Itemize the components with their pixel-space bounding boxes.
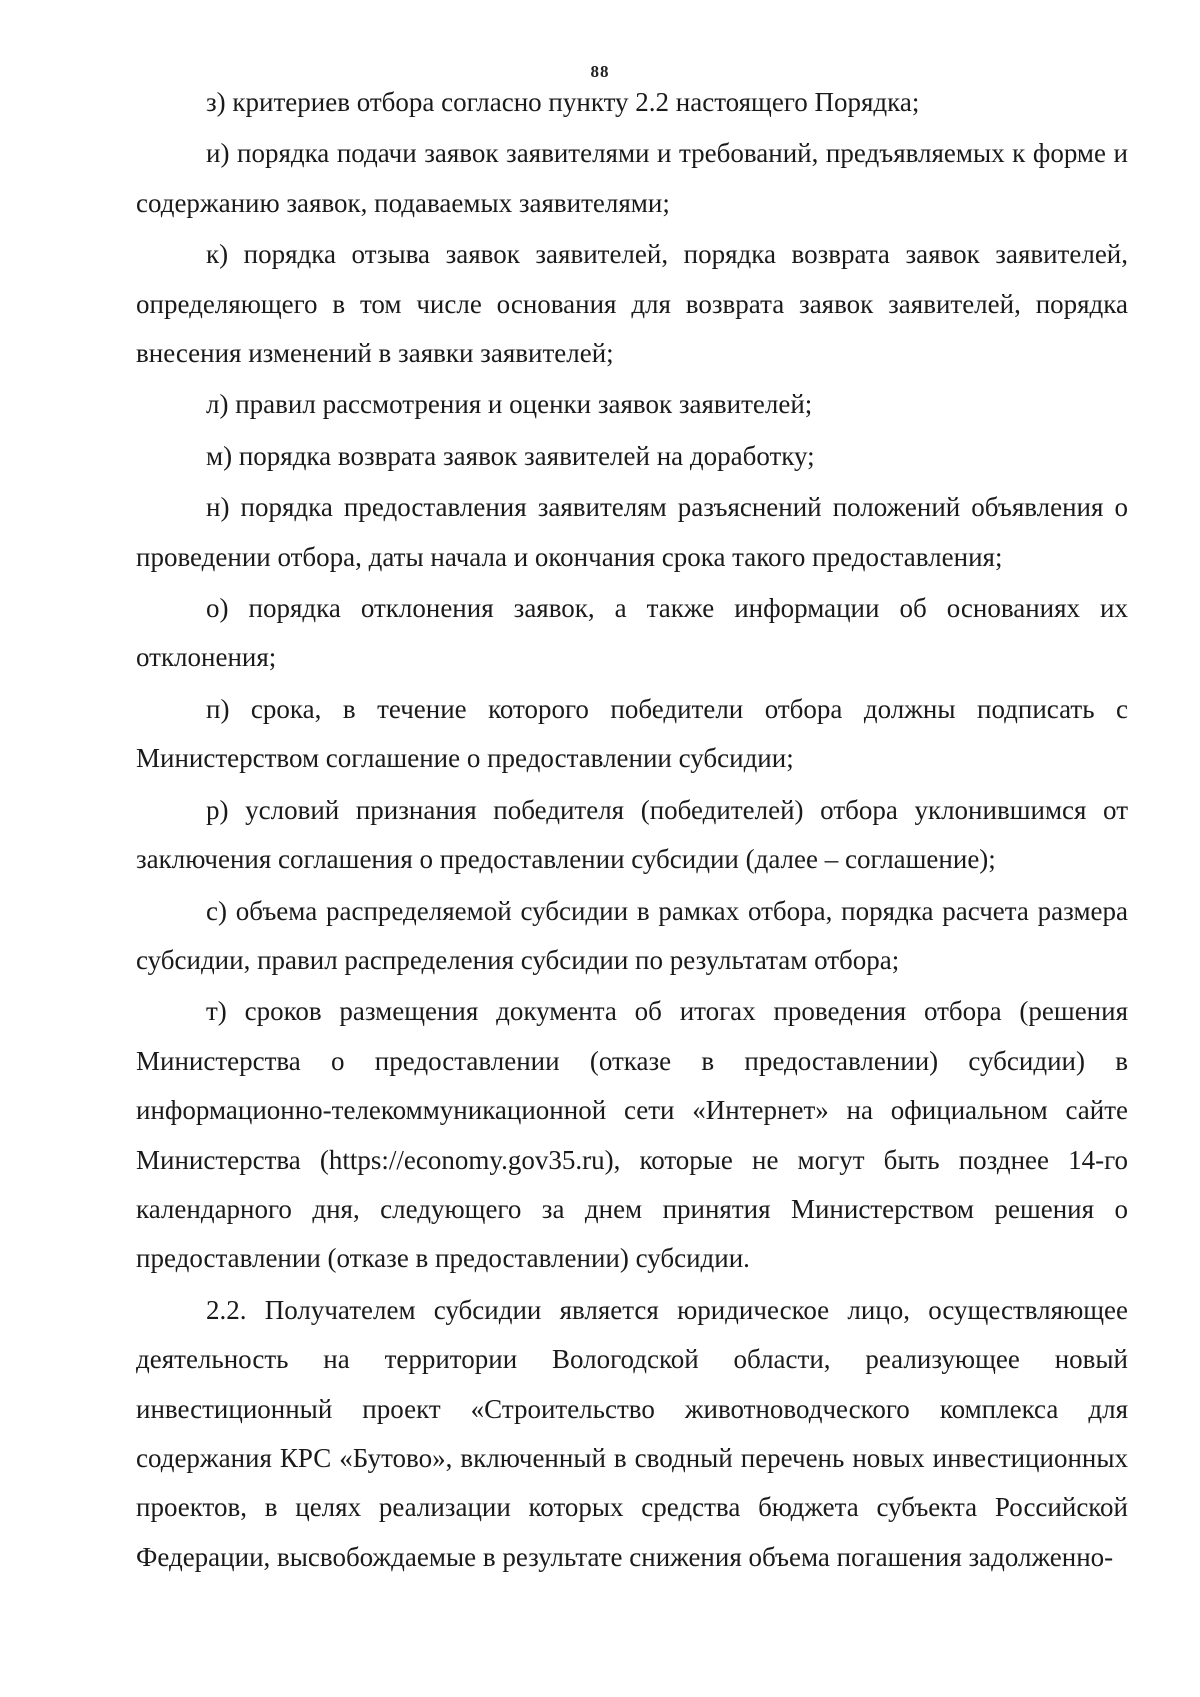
paragraph-i: и) порядка подачи заявок заявителями и требований, предъявляемых к форме и содержанию заявок, подаваемых заявителями;	[136, 138, 1128, 218]
document-body	[136, 78, 1128, 1584]
paragraph-z: з) критериев отбора согласно пункту 2.2 настоящего Порядка;	[206, 87, 920, 117]
paragraph-p: п) срока, в течение которого победители отбора должны подписать с Министерством соглашение о предоставлении субсидии;	[136, 693, 1128, 774]
paragraph-o: о) порядка отклонения заявок, а также информации об основаниях их отклонения;	[136, 593, 1128, 673]
paragraph-t: т) сроков размещения документа об итогах проведения отбора (решения Министерства о предоставлении (отказе в предоставлении) субсидии) в информационно-телекоммуникационной сети «Интернет» на официальном сайте Министерства (https://economy.gov35.ru), которые не могут быть позднее 14-го календарного дня, следующего за днем принятия Министерством решения о предоставлении (отказе в предоставлении) субсидии.	[136, 996, 1128, 1274]
paragraph-m: м) порядка возврата заявок заявителей на доработку;	[206, 440, 815, 471]
paragraph-n: н) порядка предоставления заявителям разъяснений положений объявления о проведении отбора, даты начала и окончания срока такого предоставления;	[136, 492, 1128, 572]
paragraph-r: р) условий признания победителя (победителей) отбора уклонившимся от заключения соглашения о предоставлении субсидии (далее – соглашение);	[136, 794, 1128, 875]
paragraph-2-2: 2.2. Получателем субсидии является юридическое лицо, осуществляющее деятельность на территории Вологодской области, реализующее новый инвестиционный проект «Строительство животноводческого комплекса для содержания КРС «Бутово», включенный в сводный перечень новых инвестиционных проектов, в целях реализации которых средства бюджета субъекта Российской Федерации, высвобождаемые в результате снижения объема погашения задолженно-	[136, 1294, 1128, 1572]
paragraph-s: с) объема распределяемой субсидии в рамках отбора, порядка расчета размера субсидии, правил распределения субсидии по результатам отбора;	[136, 895, 1128, 975]
paragraph-l: л) правил рассмотрения и оценки заявок заявителей;	[206, 389, 813, 420]
paragraph-k: к) порядка отзыва заявок заявителей, порядка возврата заявок заявителей, определяющего в том числе основания для возврата заявок заявителей, порядка внесения изменений в заявки заявителей;	[136, 239, 1128, 369]
page-number: 88	[590, 62, 610, 81]
